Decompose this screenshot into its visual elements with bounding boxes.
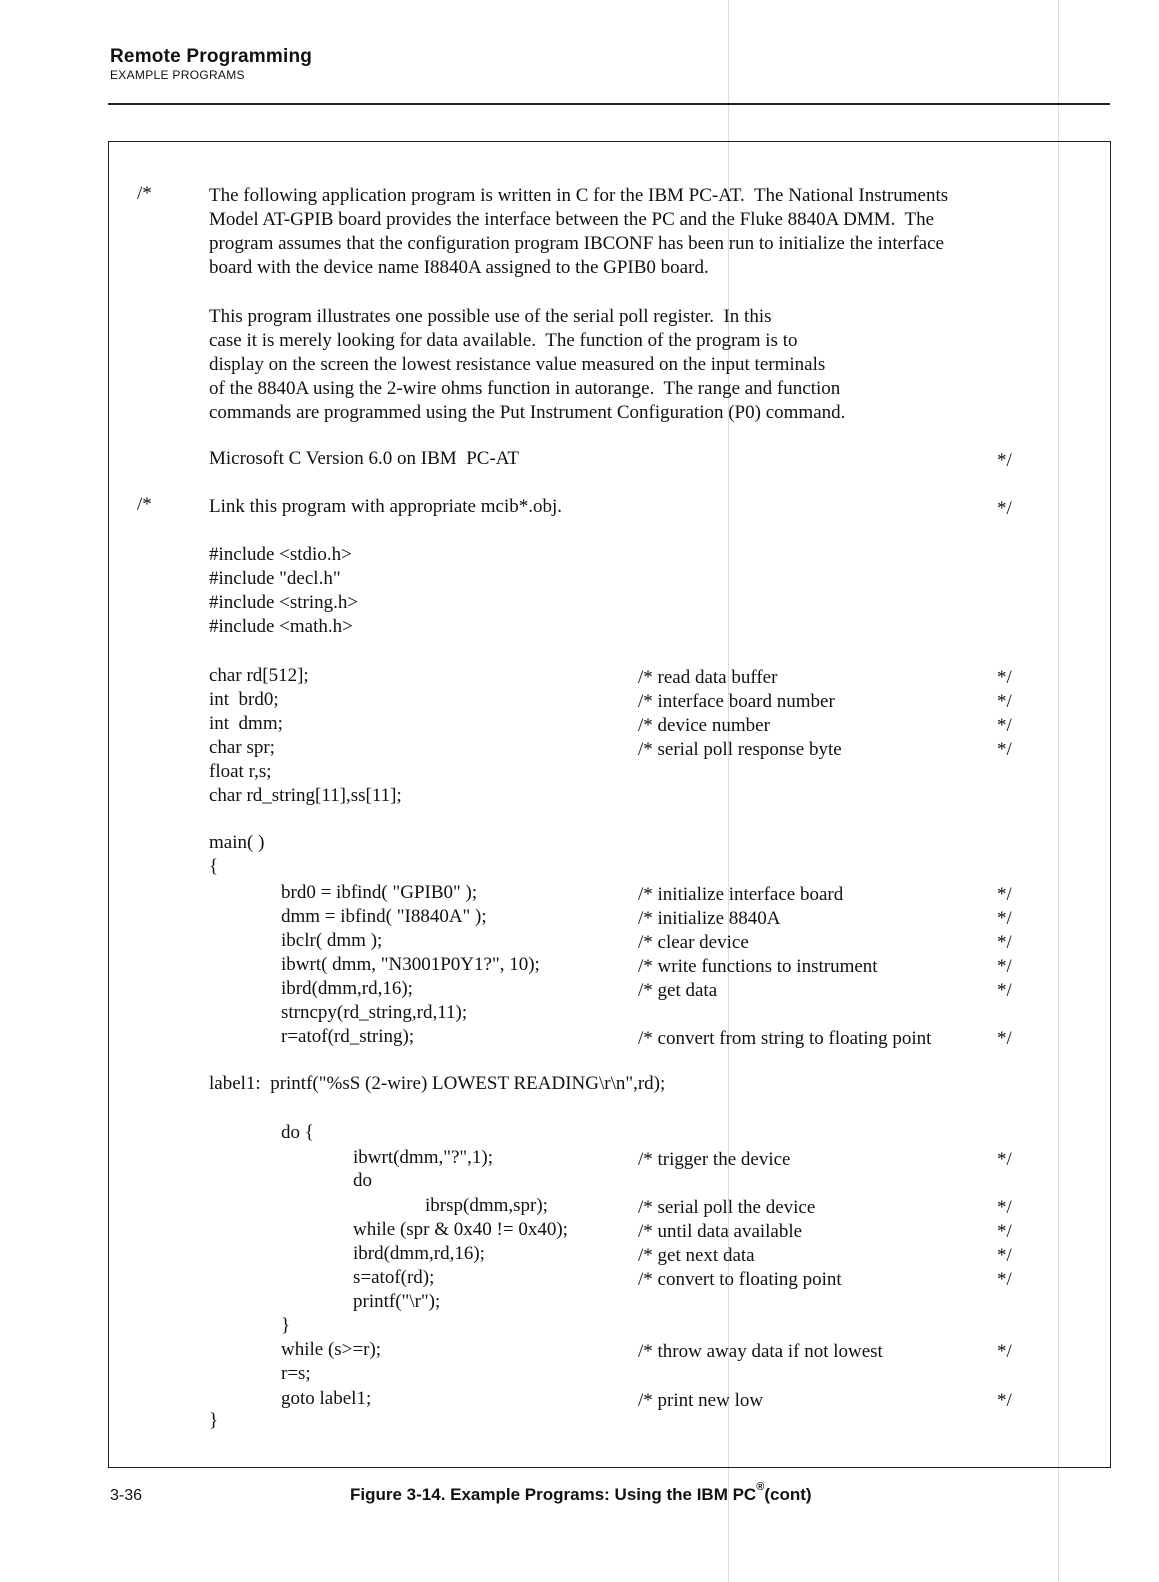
tail-code: }: [281, 1315, 291, 1336]
comment-close-marker: */: [997, 498, 1012, 519]
loop-code: ibrsp(dmm,spr);: [425, 1195, 548, 1216]
main-body-code: ibwrt( dmm, "N3001P0Y1?", 10);: [281, 954, 540, 975]
comment-close-marker: */: [997, 932, 1012, 953]
header-rule: [108, 103, 1110, 105]
tail-code: r=s;: [281, 1363, 311, 1384]
include-line: #include <math.h>: [209, 616, 353, 637]
comment-close-marker: */: [997, 908, 1012, 929]
comment-close-marker: */: [997, 1341, 1012, 1362]
comment-close-marker: */: [997, 1221, 1012, 1242]
loop-comment: /* trigger the device: [638, 1149, 791, 1170]
include-line: #include <stdio.h>: [209, 544, 352, 565]
main-body-comment: /* initialize 8840A: [638, 908, 781, 929]
comment-close-marker: */: [997, 739, 1012, 760]
declaration-code: int brd0;: [209, 689, 279, 710]
main-body-comment: /* convert from string to floating point: [638, 1028, 932, 1049]
main-body-code: brd0 = ibfind( "GPIB0" );: [281, 882, 478, 903]
intro-line: The following application program is written in C for the IBM PC-AT. The National Instruments: [209, 185, 949, 206]
brace-open: {: [209, 856, 219, 877]
para2-line: commands are programmed using the Put Instrument Configuration (P0) command.: [209, 402, 846, 423]
figure-caption: [350, 1481, 812, 1505]
comment-open-marker: /*: [137, 183, 152, 204]
main-body-code: r=atof(rd_string);: [281, 1026, 415, 1047]
comment-close-marker: */: [997, 1149, 1012, 1170]
intro-line: program assumes that the configuration program IBCONF has been run to initialize the interface: [209, 233, 944, 254]
comment-close-marker: */: [997, 980, 1012, 1001]
para2-line: This program illustrates one possible use of the serial poll register. In this: [209, 306, 772, 327]
declaration-comment: /* interface board number: [638, 691, 835, 712]
main-signature: main( ): [209, 832, 265, 853]
page-number: 3-36: [110, 1487, 143, 1504]
comment-close-marker: */: [997, 956, 1012, 977]
tail-comment: /* print new low: [638, 1390, 764, 1411]
include-line: #include "decl.h": [209, 568, 341, 589]
comment-close-marker: */: [997, 667, 1012, 688]
brace-close: }: [209, 1410, 219, 1431]
section-subtitle: EXAMPLE PROGRAMS: [110, 68, 245, 82]
main-body-code: ibclr( dmm );: [281, 930, 383, 951]
declaration-code: float r,s;: [209, 761, 272, 782]
label-line: label1: printf("%sS (2-wire) LOWEST READING\r\n",rd);: [209, 1073, 666, 1094]
declaration-code: char spr;: [209, 737, 275, 758]
comment-close-marker: */: [997, 1269, 1012, 1290]
comment-close-marker: */: [997, 1390, 1012, 1411]
comment-close-marker: */: [997, 450, 1012, 471]
section-title: Remote Programming: [110, 46, 313, 67]
loop-code: ibrd(dmm,rd,16);: [353, 1243, 485, 1264]
loop-comment: /* convert to floating point: [638, 1269, 842, 1290]
include-line: #include <string.h>: [209, 592, 359, 613]
main-body-comment: /* get data: [638, 980, 718, 1001]
comment-close-marker: */: [997, 715, 1012, 736]
main-body-code: ibrd(dmm,rd,16);: [281, 978, 413, 999]
intro-line: Model AT-GPIB board provides the interface between the PC and the Fluke 8840A DMM. The: [209, 209, 935, 230]
declaration-code: int dmm;: [209, 713, 283, 734]
main-body-code: strncpy(rd_string,rd,11);: [281, 1002, 468, 1023]
main-body-comment: /* clear device: [638, 932, 749, 953]
version-line: Microsoft C Version 6.0 on IBM PC-AT: [209, 448, 519, 469]
tail-code: goto label1;: [281, 1388, 372, 1409]
loop-comment: /* get next data: [638, 1245, 755, 1266]
loop-code: while (spr & 0x40 != 0x40);: [353, 1219, 568, 1240]
do-open: do {: [281, 1122, 314, 1143]
main-body-comment: /* initialize interface board: [638, 884, 844, 905]
tail-comment: /* throw away data if not lowest: [638, 1341, 883, 1362]
loop-code: s=atof(rd);: [353, 1267, 435, 1288]
declaration-code: char rd[512];: [209, 665, 309, 686]
main-body-code: dmm = ibfind( "I8840A" );: [281, 906, 487, 927]
loop-comment: /* serial poll the device: [638, 1197, 816, 1218]
loop-code: ibwrt(dmm,"?",1);: [353, 1147, 494, 1168]
comment-close-marker: */: [997, 1245, 1012, 1266]
comment-close-marker: */: [997, 1028, 1012, 1049]
comment-close-marker: */: [997, 691, 1012, 712]
comment-close-marker: */: [997, 1197, 1012, 1218]
para2-line: display on the screen the lowest resistance value measured on the input terminals: [209, 354, 826, 375]
link-line: Link this program with appropriate mcib*.obj.: [209, 496, 563, 517]
declaration-code: char rd_string[11],ss[11];: [209, 785, 402, 806]
loop-code: do: [353, 1170, 372, 1191]
declaration-comment: /* serial poll response byte: [638, 739, 842, 760]
main-body-comment: /* write functions to instrument: [638, 956, 878, 977]
comment-close-marker: */: [997, 884, 1012, 905]
para2-line: of the 8840A using the 2-wire ohms function in autorange. The range and function: [209, 378, 841, 399]
loop-comment: /* until data available: [638, 1221, 803, 1242]
caption-end: (cont): [764, 1485, 812, 1504]
comment-open-marker: /*: [137, 494, 152, 515]
loop-code: printf("\r");: [353, 1291, 441, 1312]
intro-line: board with the device name I8840A assigned to the GPIB0 board.: [209, 257, 709, 278]
para2-line: case it is merely looking for data available. The function of the program is to: [209, 330, 798, 351]
caption-text: Figure 3-14. Example Programs: Using the IBM PC: [350, 1485, 757, 1504]
declaration-comment: /* read data buffer: [638, 667, 778, 688]
tail-code: while (s>=r);: [281, 1339, 382, 1360]
declaration-comment: /* device number: [638, 715, 770, 736]
registered-mark: ®: [756, 1481, 765, 1493]
